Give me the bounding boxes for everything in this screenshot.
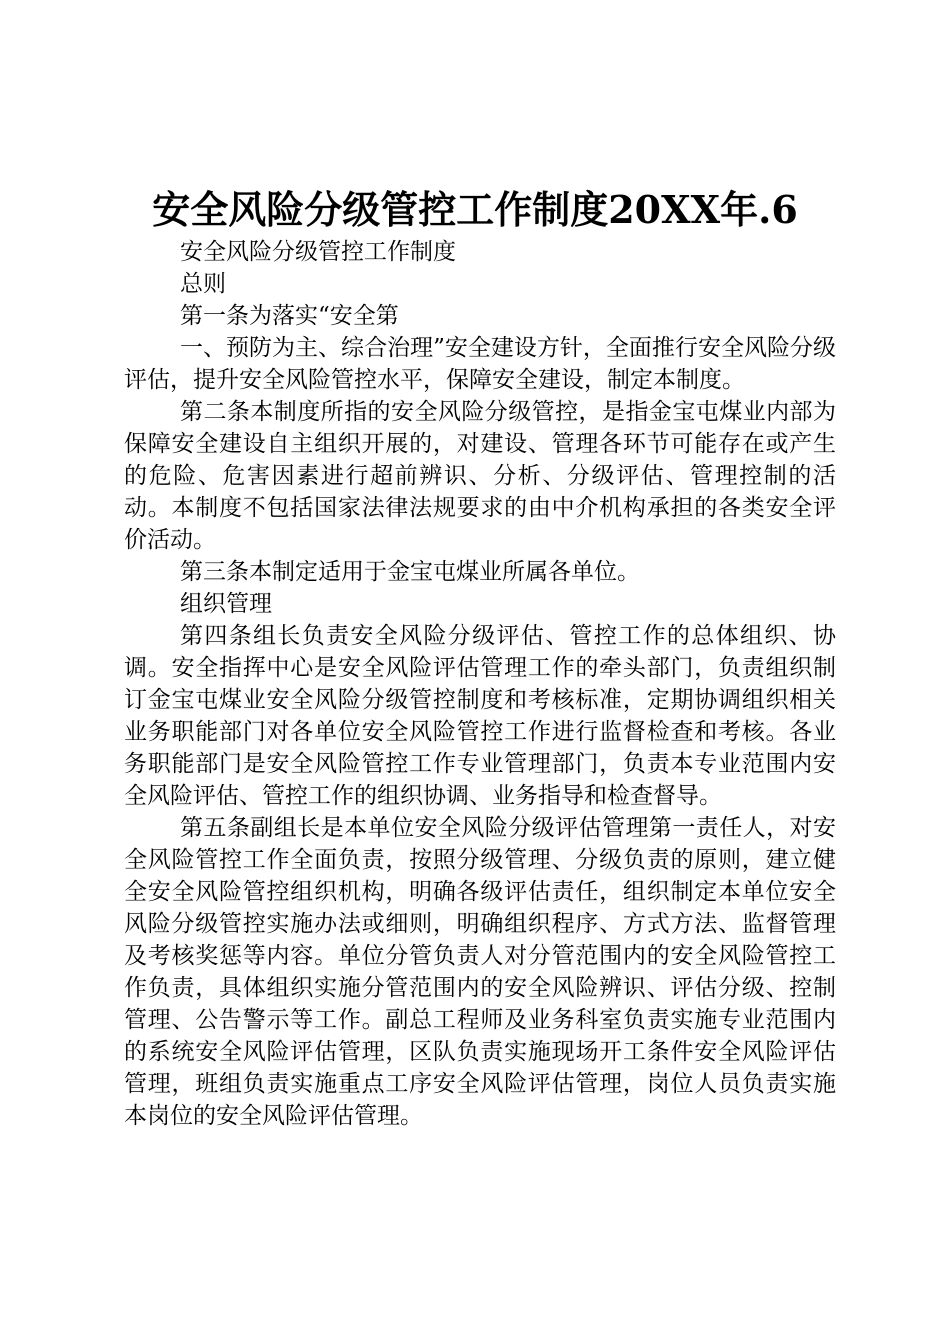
paragraph-article-3: 第三条本制定适用于金宝屯煤业所属各单位。 bbox=[180, 559, 640, 585]
paragraph-article-5: 第五条副组长是本单位安全风险分级评估管理第一责任人，对安全风险管控工作全面负责，按照分级管理、分级负责的原则，建立健全安全风险管控组织机构，明确各级评估责任，组织制定本单位安全风险分级管控实施办法或细则，明确组织程序、方式方法、监督管理及考核奖惩等内容。单位分管负责人对分管范围内的安全风险管控工作负责，具体组织实施分管范围内的安全风险辨识、评估分级、控制管理、公告警示等工作。副总工程师及业务科室负责实施专业范围内的系统安全风险评估管理，区队负责实施现场开工条件安全风险评估管理，班组负责实施重点工序安全风险评估管理，岗位人员负责实施本岗位的安全风险评估管理。 bbox=[124, 815, 836, 1129]
document-title: 安全风险分级管控工作制度20XX年.6 bbox=[152, 187, 798, 232]
document-body bbox=[124, 236, 836, 1132]
section-heading-organization: 组织管理 bbox=[180, 591, 272, 617]
paragraph-article-2: 第二条本制度所指的安全风险分级管控，是指金宝屯煤业内部为保障安全建设自主组织开展的，对建设、管理各环节可能存在或产生的危险、危害因素进行超前辨识、分析、分级评估、管理控制的活动。本制度不包括国家法律法规要求的由中介机构承担的各类安全评价活动。 bbox=[124, 399, 836, 553]
paragraph-article-1-cont: 一、预防为主、综合治理”安全建设方针，全面推行安全风险分级评估，提升安全风险管控水平，保障安全建设，制定本制度。 bbox=[124, 335, 836, 393]
paragraph-subtitle: 安全风险分级管控工作制度 bbox=[180, 239, 456, 265]
paragraph-article-1-start: 第一条为落实“安全第 bbox=[180, 303, 399, 329]
section-heading-general: 总则 bbox=[180, 271, 226, 297]
paragraph-article-4: 第四条组长负责安全风险分级评估、管控工作的总体组织、协调。安全指挥中心是安全风险评估管理工作的牵头部门，负责组织制订金宝屯煤业安全风险分级管控制度和考核标准，定期协调组织相关业务职能部门对各单位安全风险管控工作进行监督检查和考核。各业务职能部门是安全风险管控工作专业管理部门，负责本专业范围内安全风险评估、管控工作的组织协调、业务指导和检查督导。 bbox=[124, 623, 836, 809]
